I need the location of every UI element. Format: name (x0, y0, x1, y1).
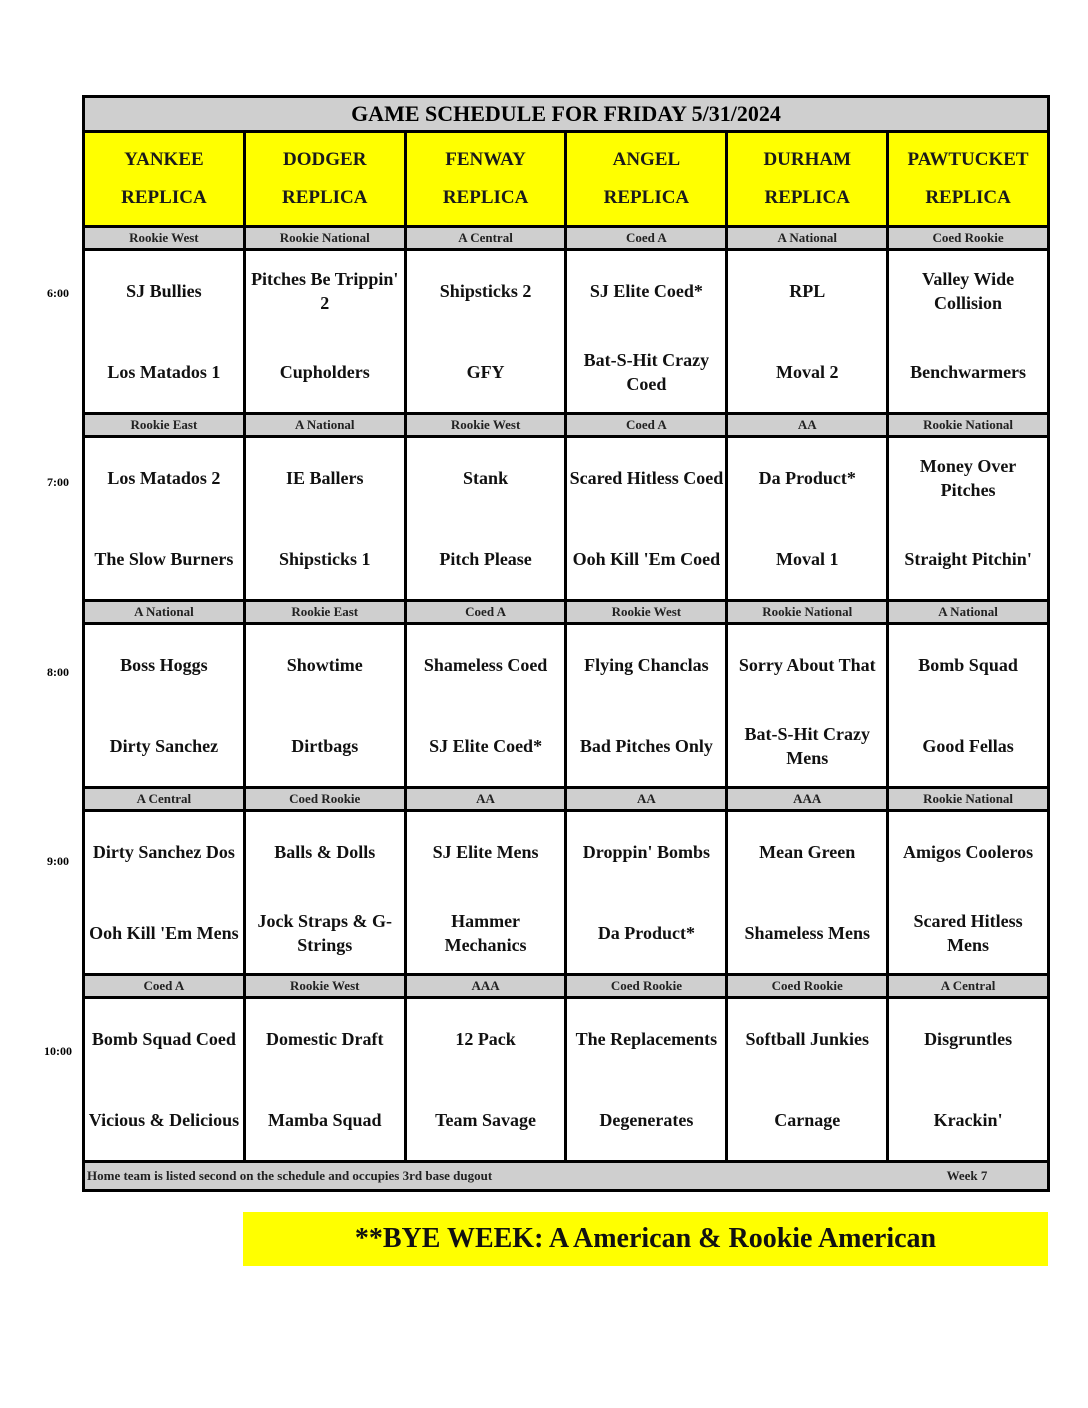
home-team: Bad Pitches Only (579, 735, 713, 756)
home-team: Pitch Please (439, 548, 532, 569)
division-row (85, 602, 1047, 622)
away-team: Amigos Cooleros (902, 842, 1034, 863)
division-label: A Central (889, 976, 1047, 996)
home-team: Straight Pitchin' (904, 548, 1032, 569)
game-cell (567, 812, 725, 973)
home-team: Moval 2 (775, 361, 839, 382)
game-cell (567, 625, 725, 786)
division-label: Coed A (567, 228, 725, 248)
home-team: Scared Hitless Mens (913, 910, 1023, 955)
home-team: Cupholders (279, 361, 370, 382)
division-label: AA (728, 415, 886, 435)
game-cell (889, 625, 1047, 786)
home-team: Da Product* (597, 922, 695, 943)
away-team: 12 Pack (455, 1029, 516, 1050)
field-header (728, 133, 886, 225)
game-cell (889, 251, 1047, 412)
away-team: Money Over Pitches (919, 456, 1017, 501)
division-label: Coed A (567, 415, 725, 435)
game-cell (889, 812, 1047, 973)
field-header-row (85, 133, 1047, 225)
schedule-title: GAME SCHEDULE FOR FRIDAY 5/31/2024 (85, 98, 1047, 133)
game-cell (728, 438, 886, 599)
away-team: Pitches Be Trippin' 2 (251, 269, 399, 314)
game-row (85, 438, 1047, 599)
division-label: Rookie West (85, 228, 243, 248)
division-label: Coed Rookie (728, 976, 886, 996)
away-team: Sorry About That (738, 655, 876, 676)
division-label: Coed Rookie (246, 789, 404, 809)
game-cell (889, 438, 1047, 599)
away-team: Dirty Sanchez Dos (92, 842, 235, 863)
away-team: Stank (463, 468, 509, 489)
home-team: Bat-S-Hit Crazy Mens (744, 723, 870, 768)
home-team: Moval 1 (775, 548, 839, 569)
home-team: Benchwarmers (910, 361, 1027, 382)
division-label: A National (85, 602, 243, 622)
game-cell (407, 438, 565, 599)
home-team: Bat-S-Hit Crazy Coed (583, 349, 710, 394)
game-cell (246, 625, 404, 786)
field-name: DURHAM (763, 149, 852, 170)
footer-note: Home team is listed second on the schedule and occupies 3rd base dugout (87, 1168, 493, 1183)
division-label: A National (246, 415, 404, 435)
game-cell (85, 625, 243, 786)
time-label-10: 10:00 (44, 1044, 72, 1058)
game-cell (728, 812, 886, 973)
division-label: Rookie National (246, 228, 404, 248)
home-team: Krackin' (933, 1109, 1003, 1130)
game-cell (85, 438, 243, 599)
away-team: The Replacements (575, 1029, 718, 1050)
division-label: AA (567, 789, 725, 809)
division-label: Rookie East (246, 602, 404, 622)
division-label: Coed A (85, 976, 243, 996)
game-cell (407, 812, 565, 973)
home-team: Dirty Sanchez (109, 735, 219, 756)
field-sub: REPLICA (603, 187, 690, 208)
away-team: Disgruntles (924, 1029, 1013, 1050)
away-team: SJ Bullies (126, 281, 202, 302)
game-cell (85, 812, 243, 973)
away-team: Shameless Coed (423, 655, 548, 676)
game-row (85, 251, 1047, 412)
time-label-6: 6:00 (47, 286, 69, 300)
division-label: Rookie West (407, 415, 565, 435)
away-team: Softball Junkies (745, 1029, 870, 1050)
away-team: SJ Elite Coed* (589, 281, 703, 302)
game-cell (246, 251, 404, 412)
bye-week-banner: **BYE WEEK: A American & Rookie American (243, 1212, 1048, 1266)
home-team: Vicious & Delicious (88, 1109, 240, 1130)
game-row (85, 812, 1047, 973)
game-cell (567, 999, 725, 1160)
game-cell (407, 999, 565, 1160)
game-cell (567, 251, 725, 412)
week-label: Week 7 (946, 1168, 988, 1183)
division-label: A Central (85, 789, 243, 809)
field-header (85, 133, 243, 225)
field-sub: REPLICA (764, 187, 850, 208)
away-team: Boss Hoggs (120, 655, 208, 676)
division-label: Coed Rookie (567, 976, 725, 996)
home-team: Carnage (774, 1109, 841, 1130)
division-row (85, 789, 1047, 809)
field-name: ANGEL (612, 149, 681, 170)
game-cell (567, 438, 725, 599)
away-team: Los Matados 2 (107, 468, 221, 489)
field-header (889, 133, 1047, 225)
game-cell (246, 999, 404, 1160)
away-team: Showtime (286, 655, 363, 676)
away-team: Bomb Squad Coed (91, 1029, 236, 1050)
away-team: Flying Chanclas (584, 655, 709, 676)
time-label-7: 7:00 (47, 475, 69, 489)
home-team: Shipsticks 1 (278, 548, 371, 569)
home-team: GFY (466, 361, 505, 382)
field-name: DODGER (283, 149, 367, 170)
division-label: A National (889, 602, 1047, 622)
field-name: PAWTUCKET (907, 149, 1029, 170)
division-label: Rookie National (728, 602, 886, 622)
home-team: Mamba Squad (267, 1109, 382, 1130)
field-sub: REPLICA (442, 187, 529, 208)
field-header (407, 133, 565, 225)
time-label-9: 9:00 (47, 854, 69, 868)
division-label: Coed A (407, 602, 565, 622)
away-team: Da Product* (758, 468, 856, 489)
home-team: Hammer Mechanics (444, 910, 527, 955)
field-name: YANKEE (124, 149, 204, 170)
game-row (85, 625, 1047, 786)
home-team: Los Matados 1 (107, 361, 221, 382)
game-cell (728, 999, 886, 1160)
home-team: Ooh Kill 'Em Coed (572, 548, 721, 569)
division-label: AA (407, 789, 565, 809)
away-team: IE Ballers (285, 468, 364, 489)
game-cell (246, 438, 404, 599)
division-row (85, 228, 1047, 248)
away-team: Valley Wide Collision (921, 269, 1015, 314)
home-team: Shameless Mens (744, 922, 870, 943)
home-team: Degenerates (599, 1109, 694, 1130)
division-label: A Central (407, 228, 565, 248)
game-cell (728, 251, 886, 412)
away-team: Balls & Dolls (274, 842, 376, 863)
division-label: Rookie National (889, 415, 1047, 435)
division-label: A National (728, 228, 886, 248)
away-team: Bomb Squad (918, 655, 1018, 676)
game-cell (407, 251, 565, 412)
field-sub: REPLICA (281, 187, 368, 208)
division-label: Rookie West (246, 976, 404, 996)
home-team: Team Savage (435, 1109, 536, 1130)
division-label: Rookie East (85, 415, 243, 435)
game-cell (246, 812, 404, 973)
schedule-footer (85, 1163, 1047, 1189)
division-label: Rookie National (889, 789, 1047, 809)
home-team: The Slow Burners (94, 548, 234, 569)
field-header (567, 133, 725, 225)
game-cell (889, 999, 1047, 1160)
field-header (246, 133, 404, 225)
field-name: FENWAY (445, 149, 526, 170)
game-cell (85, 251, 243, 412)
schedule-table (82, 95, 1050, 1192)
division-row (85, 976, 1047, 996)
division-label: Coed Rookie (889, 228, 1047, 248)
division-label: AAA (407, 976, 565, 996)
field-sub: REPLICA (925, 187, 1011, 208)
field-sub: REPLICA (121, 187, 207, 208)
game-cell (85, 999, 243, 1160)
away-team: Droppin' Bombs (582, 842, 711, 863)
away-team: SJ Elite Mens (432, 842, 539, 863)
time-label-8: 8:00 (47, 665, 69, 679)
home-team: Good Fellas (922, 735, 1014, 756)
division-label: AAA (728, 789, 886, 809)
away-team: Shipsticks 2 (439, 281, 532, 302)
home-team: Dirtbags (291, 735, 359, 756)
home-team: SJ Elite Coed* (429, 735, 543, 756)
game-cell (728, 625, 886, 786)
game-row (85, 999, 1047, 1160)
division-label: Rookie West (567, 602, 725, 622)
away-team: Mean Green (759, 842, 856, 863)
away-team: Scared Hitless Coed (569, 468, 724, 489)
away-team: RPL (789, 281, 826, 302)
game-cell (407, 625, 565, 786)
division-row (85, 415, 1047, 435)
away-team: Domestic Draft (266, 1029, 384, 1050)
home-team: Jock Straps & G-Strings (257, 910, 392, 955)
home-team: Ooh Kill 'Em Mens (89, 922, 239, 943)
